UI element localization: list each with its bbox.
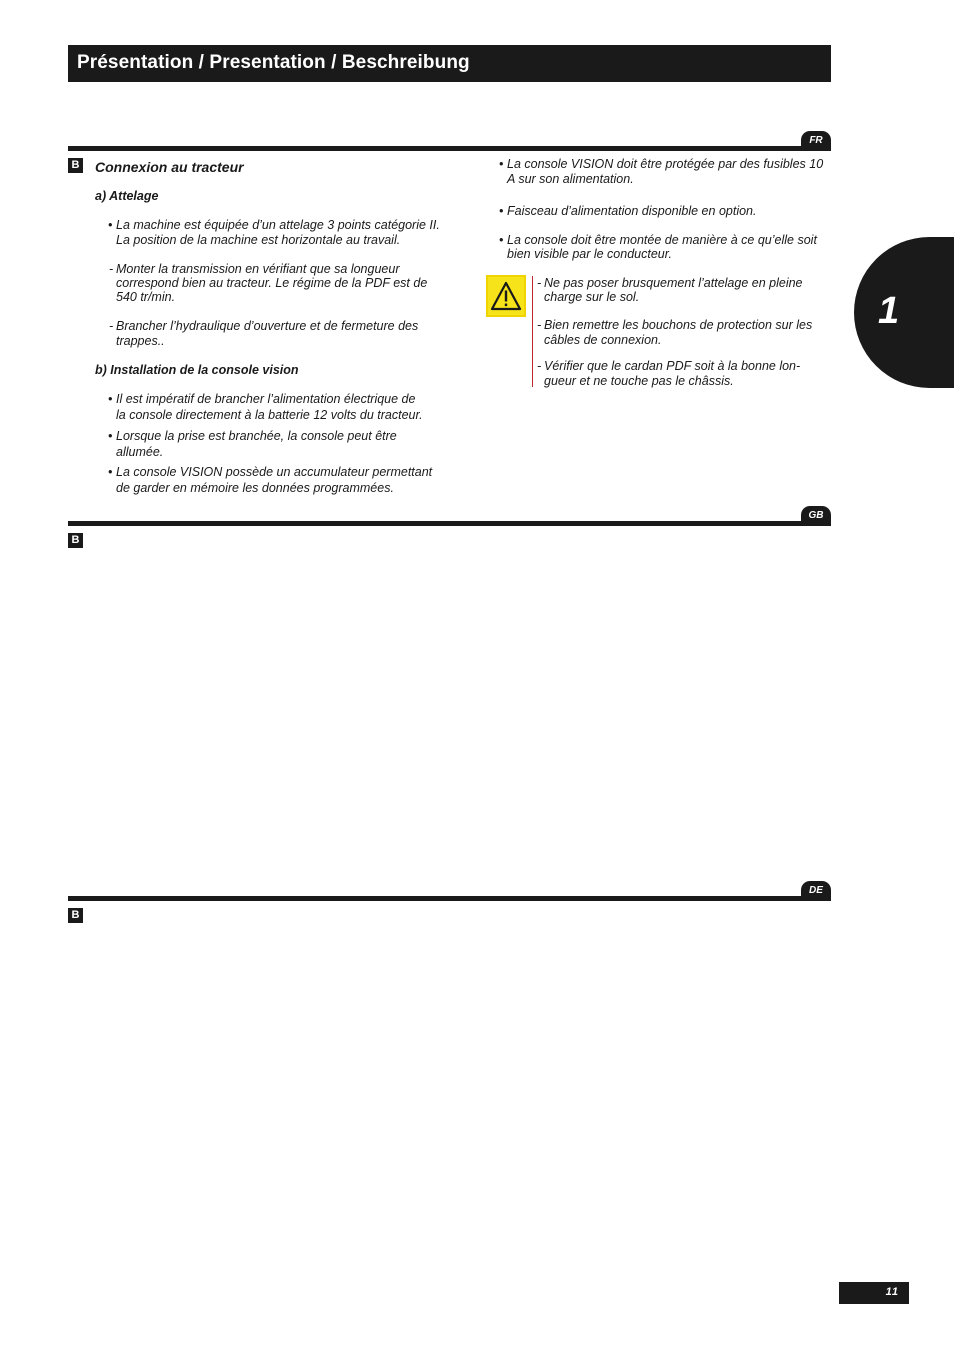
list-item-line: Brancher l’hydraulique d’ouverture et de fermeture des [116,319,419,333]
bullet-marker: • [108,218,113,232]
list-item-line: 540 tr/min. [116,290,176,304]
warning-line: câbles de connexion. [544,333,662,347]
subheading-attelage: a) Attelage [95,189,159,203]
page-title: Présentation / Presentation / Beschreibung [77,52,470,73]
dash-marker: - [537,318,542,332]
warning-line: Vérifier que le cardan PDF soit à la bonne lon- [544,359,801,373]
list-item-line: de garder en mémoire les données programmées. [116,481,394,495]
dash-marker: - [537,359,542,373]
section-rule-de [68,896,831,901]
dash-marker: - [109,319,114,333]
chapter-tab [854,237,954,388]
page-header-bar [68,45,831,82]
list-item-line: Monter la transmission en vérifiant que sa longueur [116,262,400,276]
list-item-line: la console directement à la batterie 12 volts du tracteur. [116,408,423,422]
list-item-line: A sur son alimentation. [507,172,634,186]
warning-line: charge sur le sol. [544,290,640,304]
chapter-number: 1 [878,290,900,332]
list-item-line: Lorsque la prise est branchée, la console peut être [116,429,397,443]
section-letter-fr: B [68,158,83,173]
list-item-line: La console VISION possède un accumulateur permettant [116,465,433,479]
section-heading: Connexion au tracteur [95,159,244,175]
section-letter-gb: B [68,533,83,548]
warning-line: Ne pas poser brusquement l’attelage en pleine [544,276,803,290]
section-rule-gb [68,521,831,526]
list-item-line: La position de la machine est horizontale au travail. [116,233,401,247]
page-number: 11 [885,1286,899,1298]
list-item-line: Faisceau d’alimentation disponible en option. [507,204,757,218]
warning-divider [532,276,533,387]
list-item-line: La console VISION doit être protégée par des fusibles 10 [507,157,824,171]
bullet-marker: • [108,392,113,406]
bullet-marker: • [499,157,504,171]
page-number-box [839,1282,909,1304]
warning-line: gueur et ne touche pas le châssis. [544,374,734,388]
bullet-marker: • [108,465,113,479]
list-item-line: bien visible par le conducteur. [507,247,672,261]
list-item-line: La console doit être montée de manière à ce qu’elle soit [507,233,817,247]
lang-tab-de: DE [801,881,831,899]
list-item-line: La machine est équipée d’un attelage 3 points catégorie II. [116,218,440,232]
list-item-line: allumée. [116,445,164,459]
bullet-marker: • [108,429,113,443]
dash-marker: - [109,262,114,276]
bullet-marker: • [499,204,504,218]
section-rule-fr [68,146,831,151]
dash-marker: - [537,276,542,290]
warning-icon [486,275,526,317]
bullet-marker: • [499,233,504,247]
subheading-console: b) Installation de la console vision [95,363,299,377]
warning-line: Bien remettre les bouchons de protection sur les [544,318,813,332]
section-letter-de: B [68,908,83,923]
lang-tab-fr: FR [801,131,831,149]
list-item-line: correspond bien au tracteur. Le régime de la PDF est de [116,276,428,290]
list-item-line: Il est impératif de brancher l’alimentation électrique de [116,392,416,406]
list-item-line: trappes.. [116,334,165,348]
lang-tab-gb: GB [801,506,831,524]
